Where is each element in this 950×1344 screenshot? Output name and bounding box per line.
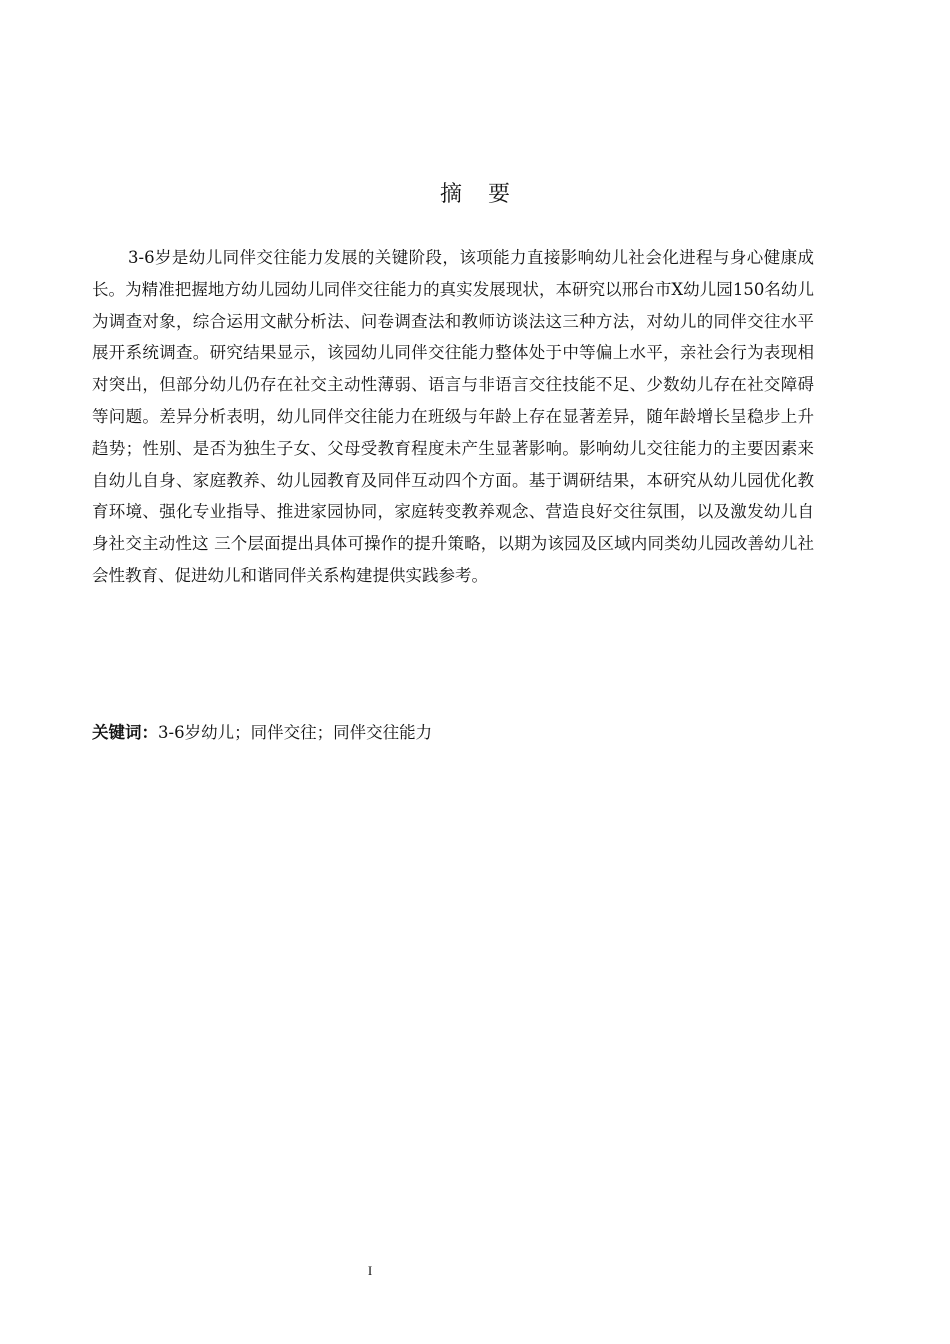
abstract-title: 摘要 (439, 182, 536, 207)
keywords-text: 3-6岁幼儿；同伴交往；同伴交往能力 (158, 723, 433, 742)
abstract-body: 3-6岁是幼儿同伴交往能力发展的关键阶段，该项能力直接影响幼儿社会化进程与身心健康成长。为精准把握地方幼儿园幼儿同伴交往能力的真实发展现状，本研究以邢台市X幼儿园150名幼儿为调查对象，综合运用文献分析法、问卷调查法和教师访谈法这三种方法，对幼儿的同伴交往水平展开系统调查。研究结果显示，该园幼儿同伴交往能力整体处于中等偏上水平，亲社会行为表现相对突出，但部分幼儿仍存在社交主动性薄弱、语言与非语言交往技能不足、少数幼儿存在社交障碍等问题。差异分析表明，幼儿同伴交往能力在班级与年龄上存在显著差异，随年龄增长呈稳步上升趋势；性别、是否为独生子女、父母受教育程度未产生显著影响。影响幼儿交往能力的主要因素来自幼儿自身、家庭教养、幼儿园教育及同伴互动四个方面。基于调研结果，本研究从幼儿园优化教育环境、强化专业指导、推进家园协同，家庭转变教养观念、营造良好交往氛围，以及激发幼儿自身社交主动性这 三个层面提出具体可操作的提升策略，以期为该园及区域内同类幼儿园改善幼儿社会性教育、促进幼儿和谐同伴关系构建提供实践参考。 (92, 248, 814, 585)
keywords-label: 关键词： (92, 723, 158, 742)
keywords-line (92, 718, 814, 748)
page-number: I (367, 1263, 373, 1278)
